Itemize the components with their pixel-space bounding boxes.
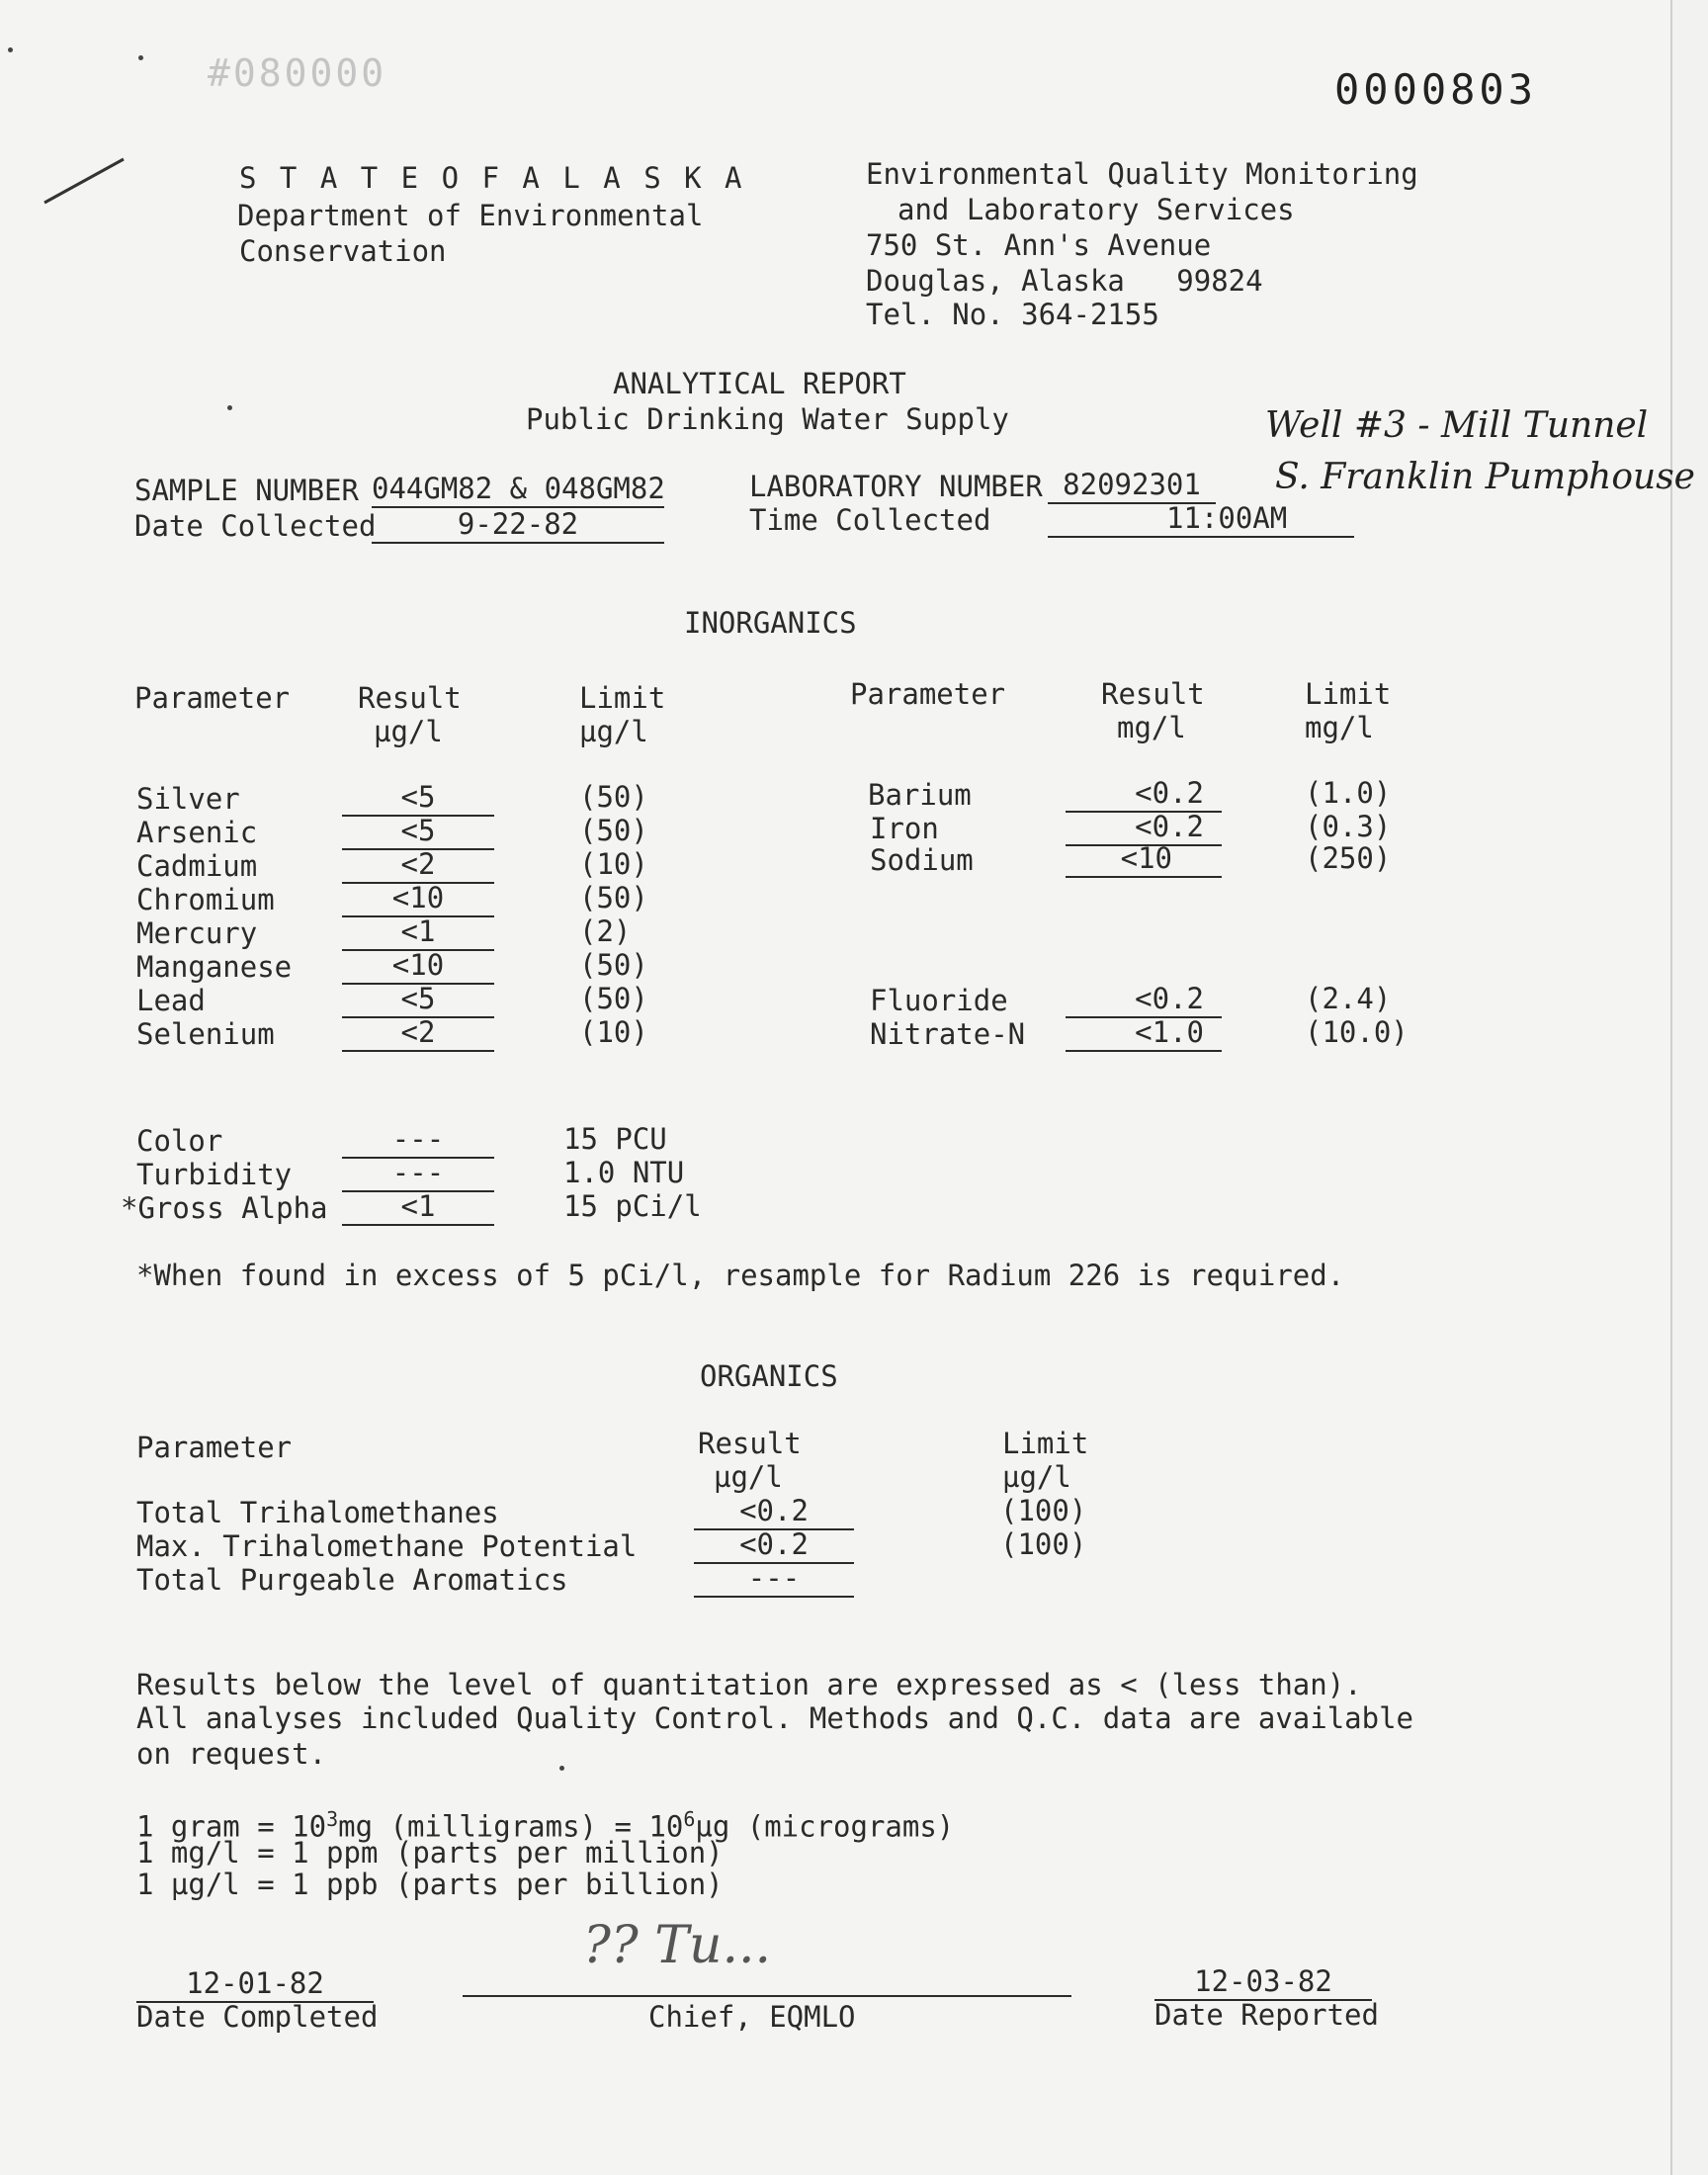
right-limit-header: Limit <box>1305 677 1392 711</box>
table-row-param: Chromium <box>136 883 275 916</box>
chief-label: Chief, EQMLO <box>648 2000 856 2034</box>
left-limit-unit: µg/l <box>579 715 648 748</box>
table-row-limit: 15 PCU <box>563 1122 667 1156</box>
organics-heading: ORGANICS <box>700 1359 838 1393</box>
sample-number-value: 044GM82 & 048GM82 <box>372 471 664 508</box>
table-row-param: Turbidity <box>136 1158 293 1191</box>
table-row-limit: (100) <box>1000 1494 1087 1527</box>
state-header-line2: Department of Environmental <box>237 199 704 232</box>
table-row-limit: (50) <box>579 881 648 914</box>
table-row-limit: (1.0) <box>1305 776 1392 810</box>
notes-line3: on request. <box>136 1737 327 1771</box>
units-line1-part-b: mg (milligrams) = 10 <box>338 1809 684 1844</box>
left-limit-header: Limit <box>579 681 666 715</box>
table-row-param: Fluoride <box>870 984 1008 1017</box>
units-line1-sup1: 3 <box>326 1807 339 1831</box>
date-reported-value: 12-03-82 <box>1154 1963 1372 2001</box>
table-row-limit: 1.0 NTU <box>563 1156 685 1189</box>
table-row-param: *Gross Alpha <box>121 1191 328 1225</box>
table-row-param: Mercury <box>136 916 258 950</box>
lab-header-line4: Douglas, Alaska 99824 <box>866 264 1263 298</box>
table-row-result: <10 <box>1066 840 1222 878</box>
units-line1-sup2: 6 <box>683 1807 696 1831</box>
scan-speck <box>138 55 143 60</box>
handwritten-note-line1: Well #3 - Mill Tunnel <box>1265 405 1649 446</box>
table-row-param: Total Purgeable Aromatics <box>136 1563 568 1597</box>
table-row-param: Lead <box>136 984 206 1017</box>
left-result-unit: µg/l <box>374 715 443 748</box>
table-row-result: <1 <box>342 914 494 951</box>
right-limit-unit: mg/l <box>1305 711 1374 744</box>
report-title: ANALYTICAL REPORT <box>613 367 906 400</box>
table-row-result: <0.2 <box>1066 981 1222 1018</box>
table-row-result: <1.0 <box>1066 1014 1222 1052</box>
scan-speck <box>8 47 13 52</box>
table-row-param: Nitrate-N <box>870 1017 1026 1051</box>
scan-speck <box>559 1766 564 1771</box>
pen-mark <box>40 153 128 213</box>
table-row-param: Silver <box>136 782 240 816</box>
table-row-param: Max. Trihalomethane Potential <box>136 1529 638 1563</box>
lab-header-line5: Tel. No. 364-2155 <box>866 298 1159 331</box>
units-line1-part-a: 1 gram = 10 <box>136 1809 327 1844</box>
chief-signature: ?? Tu... <box>583 1916 772 1975</box>
table-row-param: Barium <box>868 778 972 812</box>
table-row-limit: (250) <box>1305 841 1392 875</box>
organics-limit-unit: µg/l <box>1002 1460 1071 1494</box>
notes-line1: Results below the level of quantitation are expressed as < (less than). <box>136 1668 1362 1701</box>
organics-param-header: Parameter <box>136 1431 293 1464</box>
table-row-param: Arsenic <box>136 816 258 849</box>
table-row-result: <2 <box>342 1014 494 1052</box>
right-result-header: Result <box>1101 677 1205 711</box>
table-row-limit: (50) <box>579 780 648 814</box>
right-param-header: Parameter <box>850 677 1006 711</box>
table-row-limit: (10.0) <box>1305 1015 1409 1049</box>
table-row-param: Iron <box>870 812 939 845</box>
state-header-line3: Conservation <box>239 234 447 268</box>
table-row-result: <2 <box>342 846 494 884</box>
units-line3: 1 µg/l = 1 ppb (parts per billion) <box>136 1868 724 1901</box>
faint-stamp: #080000 <box>208 51 387 95</box>
sample-number-label: SAMPLE NUMBER <box>134 474 359 507</box>
lab-header-line1: Environmental Quality Monitoring <box>866 157 1418 191</box>
left-param-header: Parameter <box>134 681 291 715</box>
handwritten-note-line2: S. Franklin Pumphouse <box>1275 457 1695 497</box>
organics-limit-header: Limit <box>1002 1427 1089 1460</box>
lab-header-line2: and Laboratory Services <box>897 193 1295 226</box>
table-row-result: <1 <box>342 1188 494 1226</box>
table-row-result: <5 <box>342 981 494 1018</box>
units-line2: 1 mg/l = 1 ppm (parts per million) <box>136 1836 724 1870</box>
date-completed-label: Date Completed <box>136 2000 379 2034</box>
organics-result-unit: µg/l <box>714 1460 783 1494</box>
table-row-param: Selenium <box>136 1017 275 1051</box>
lab-header-line3: 750 St. Ann's Avenue <box>866 228 1212 262</box>
table-row-limit: (2.4) <box>1305 982 1392 1015</box>
table-row-param: Total Trihalomethanes <box>136 1496 499 1529</box>
date-collected-value: 9-22-82 <box>372 506 664 544</box>
table-row-limit: (100) <box>1000 1527 1087 1561</box>
time-collected-value: 11:00AM <box>1048 500 1354 538</box>
radium-footnote: *When found in excess of 5 pCi/l, resample for Radium 226 is required. <box>136 1259 1345 1292</box>
table-row-result: --- <box>694 1560 854 1598</box>
table-row-limit: (50) <box>579 982 648 1015</box>
table-row-result: <10 <box>342 947 494 985</box>
table-row-result: <5 <box>342 813 494 850</box>
table-row-result: <0.2 <box>694 1526 854 1564</box>
table-row-limit: (50) <box>579 948 648 982</box>
time-collected-label: Time Collected <box>749 503 991 537</box>
table-row-result: <10 <box>342 880 494 917</box>
date-collected-label: Date Collected <box>134 509 377 543</box>
document-number: 0000803 <box>1334 65 1538 114</box>
table-row-limit: (10) <box>579 847 648 881</box>
table-row-limit: 15 pCi/l <box>563 1189 702 1223</box>
date-completed-value: 12-01-82 <box>136 1965 374 2003</box>
notes-line2: All analyses included Quality Control. Methods and Q.C. data are available <box>136 1701 1414 1735</box>
table-row-limit: (10) <box>579 1015 648 1049</box>
report-subtitle: Public Drinking Water Supply <box>526 402 1009 436</box>
right-result-unit: mg/l <box>1117 711 1186 744</box>
table-row-limit: (50) <box>579 814 648 847</box>
organics-result-header: Result <box>698 1427 802 1460</box>
lab-number-value: 82092301 <box>1048 467 1216 504</box>
table-row-result: <0.2 <box>1066 775 1222 813</box>
signature-line <box>463 1995 1071 1997</box>
table-row-result: <0.2 <box>694 1493 854 1530</box>
inorganics-heading: INORGANICS <box>684 606 857 640</box>
lab-number-label: LABORATORY NUMBER <box>749 470 1043 503</box>
state-header-line1: S T A T E O F A L A S K A <box>239 161 745 195</box>
table-row-result: --- <box>342 1155 494 1192</box>
table-row-limit: (0.3) <box>1305 810 1392 843</box>
table-row-param: Cadmium <box>136 849 258 883</box>
table-row-param: Manganese <box>136 950 293 984</box>
table-row-result: <0.2 <box>1066 809 1222 846</box>
table-row-result: <5 <box>342 779 494 817</box>
units-line1-part-c: µg (micrograms) <box>695 1809 955 1844</box>
table-row-param: Sodium <box>870 843 974 877</box>
table-row-limit: (2) <box>579 914 632 948</box>
table-row-param: Color <box>136 1124 223 1158</box>
table-row-result: --- <box>342 1121 494 1159</box>
left-result-header: Result <box>358 681 462 715</box>
scan-speck <box>227 405 232 410</box>
date-reported-label: Date Reported <box>1154 1998 1379 2032</box>
